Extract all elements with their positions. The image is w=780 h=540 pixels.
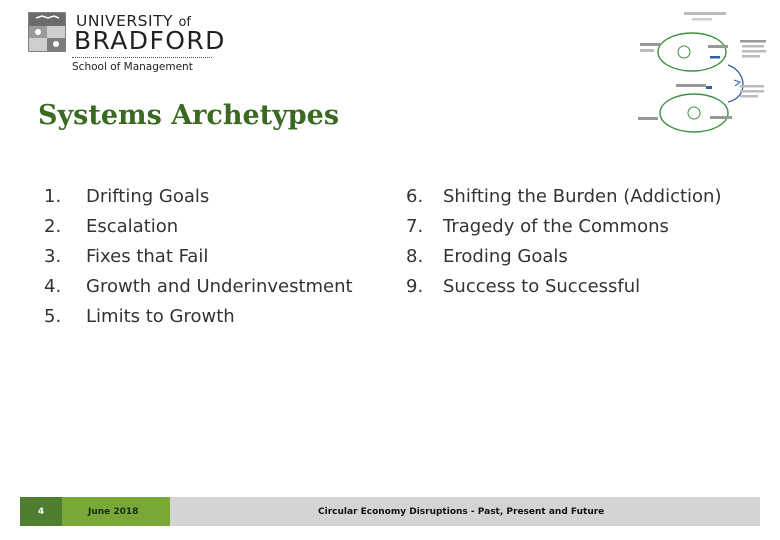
tragedy-commons-diagram	[636, 10, 770, 138]
list-item: 4. Growth and Underinvestment	[44, 276, 353, 297]
logo-divider	[72, 57, 212, 58]
list-item: 3. Fixes that Fail	[44, 246, 209, 267]
diagram-loop-top	[658, 33, 726, 71]
university-logo	[28, 12, 226, 76]
logo-university-text: UNIVERSITY of	[76, 12, 191, 30]
slide-footer	[0, 497, 780, 526]
list-item: 1. Drifting Goals	[44, 186, 210, 207]
archetype-list-right	[406, 186, 721, 306]
slide-title: Systems Archetypes	[38, 100, 340, 131]
archetype-list-left	[44, 186, 353, 336]
list-item: 7. Tragedy of the Commons	[406, 216, 669, 237]
logo-bradford-text: BRADFORD	[74, 26, 226, 55]
list-item: 2. Escalation	[44, 216, 179, 237]
footer-page-number: 4	[20, 497, 62, 526]
list-item: 8. Eroding Goals	[406, 246, 568, 267]
footer-date: June 2018	[62, 497, 170, 526]
list-item: 9. Success to Successful	[406, 276, 641, 297]
list-item: 6. Shifting the Burden (Addiction)	[406, 186, 722, 207]
logo-school-text: School of Management	[72, 61, 193, 73]
crest-icon	[28, 12, 66, 52]
diagram-loop-bottom	[660, 94, 728, 132]
footer-presentation-title: Circular Economy Disruptions - Past, Present and Future	[170, 497, 760, 526]
list-item: 5. Limits to Growth	[44, 306, 235, 327]
diagram-caption-line	[684, 12, 726, 15]
